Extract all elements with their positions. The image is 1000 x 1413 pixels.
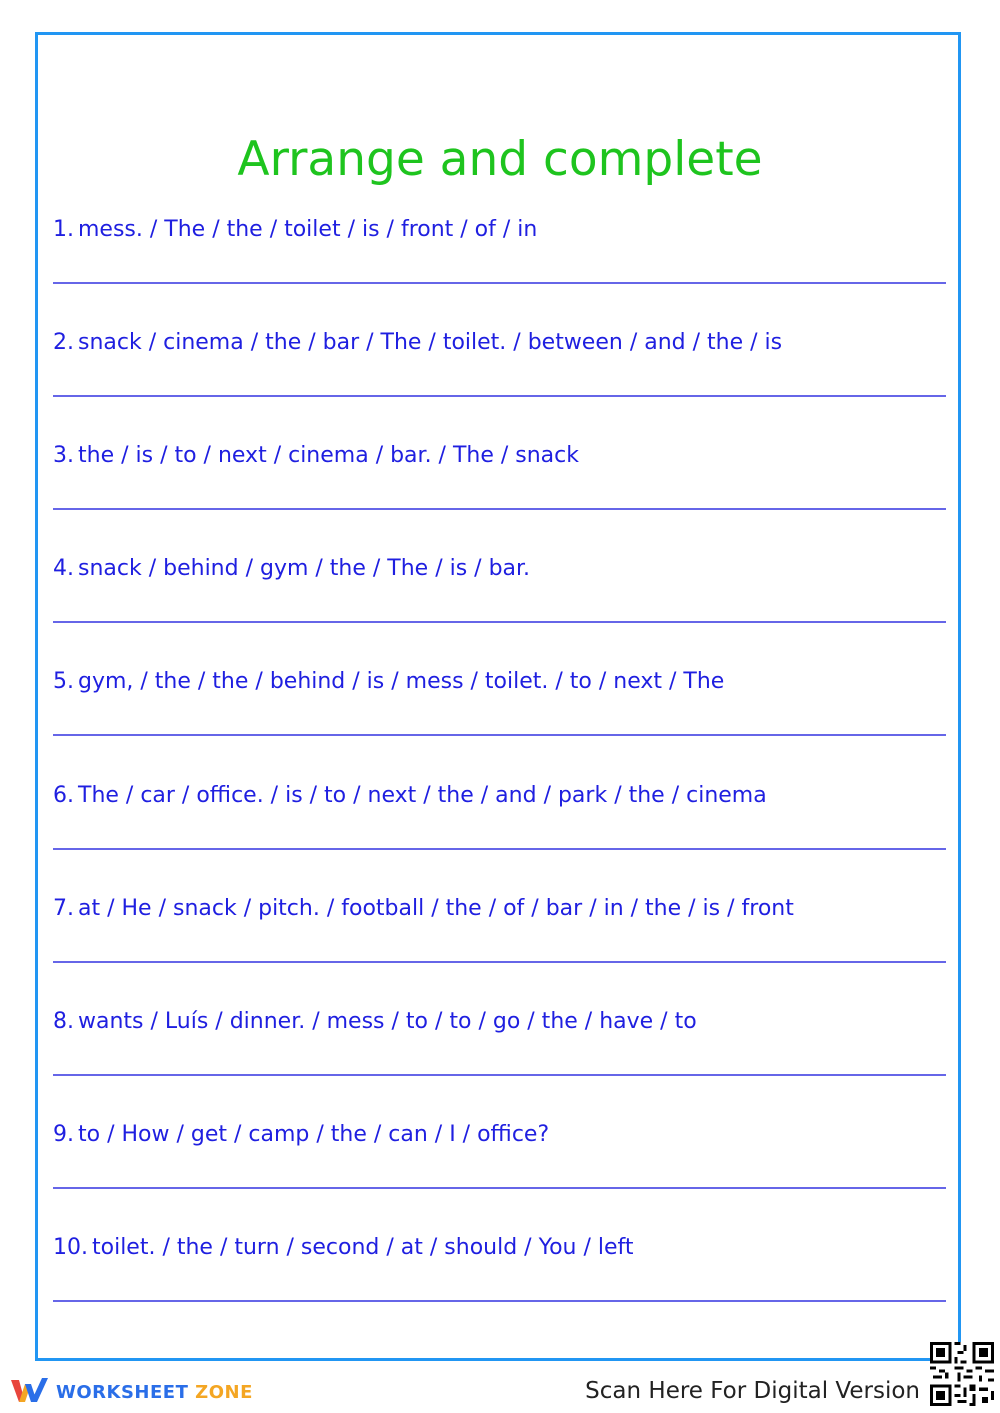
worksheetzone-logo-icon xyxy=(10,1376,50,1408)
question-number: 7. xyxy=(53,896,74,921)
answer-line[interactable] xyxy=(53,734,946,736)
question-words: The / car / office. / is / to / next / the / and / park / the / cinema xyxy=(78,783,767,808)
question-item xyxy=(53,328,946,408)
scan-instruction: Scan Here For Digital Version xyxy=(585,1378,920,1404)
question-words: snack / behind / gym / the / The / is / bar. xyxy=(78,556,531,581)
question-number: 5. xyxy=(53,669,74,694)
question-text xyxy=(53,328,782,358)
question-text xyxy=(53,215,537,245)
question-item xyxy=(53,1120,946,1200)
question-text xyxy=(53,1007,697,1037)
question-words: at / He / snack / pitch. / football / the / of / bar / in / the / is / front xyxy=(78,896,794,921)
question-number: 4. xyxy=(53,556,74,581)
question-text xyxy=(53,1233,634,1263)
question-item xyxy=(53,441,946,521)
question-text xyxy=(53,667,724,697)
answer-line[interactable] xyxy=(53,282,946,284)
question-number: 8. xyxy=(53,1009,74,1034)
question-words: the / is / to / next / cinema / bar. / The / snack xyxy=(78,443,579,468)
qr-code-icon[interactable] xyxy=(930,1342,994,1406)
brand-logo[interactable] xyxy=(10,1375,253,1409)
question-number: 1. xyxy=(53,217,74,242)
question-number: 10. xyxy=(53,1235,88,1260)
question-words: snack / cinema / the / bar / The / toilet. / between / and / the / is xyxy=(78,330,783,355)
question-item xyxy=(53,667,946,747)
answer-line[interactable] xyxy=(53,621,946,623)
brand-suffix: ZONE xyxy=(195,1381,253,1403)
brand-name xyxy=(56,1382,253,1403)
question-words: gym, / the / the / behind / is / mess / toilet. / to / next / The xyxy=(78,669,725,694)
answer-line[interactable] xyxy=(53,1300,946,1302)
question-text xyxy=(53,781,767,811)
question-text xyxy=(53,894,794,924)
question-item xyxy=(53,1007,946,1087)
question-words: wants / Luís / dinner. / mess / to / to / go / the / have / to xyxy=(78,1009,697,1034)
question-number: 3. xyxy=(53,443,74,468)
question-item xyxy=(53,894,946,974)
question-words: toilet. / the / turn / second / at / should / You / left xyxy=(92,1235,634,1260)
question-item xyxy=(53,1233,946,1313)
answer-line[interactable] xyxy=(53,961,946,963)
question-item xyxy=(53,215,946,295)
question-number: 2. xyxy=(53,330,74,355)
question-text xyxy=(53,554,530,584)
question-item xyxy=(53,554,946,634)
question-item xyxy=(53,781,946,861)
question-words: to / How / get / camp / the / can / I / office? xyxy=(78,1122,550,1147)
answer-line[interactable] xyxy=(53,1187,946,1189)
brand-prefix: WORKSHEET xyxy=(56,1381,189,1403)
question-text xyxy=(53,441,579,471)
worksheet-title: Arrange and complete xyxy=(237,132,763,187)
question-number: 9. xyxy=(53,1122,74,1147)
answer-line[interactable] xyxy=(53,1074,946,1076)
question-words: mess. / The / the / toilet / is / front / of / in xyxy=(78,217,538,242)
answer-line[interactable] xyxy=(53,848,946,850)
question-text xyxy=(53,1120,549,1150)
answer-line[interactable] xyxy=(53,395,946,397)
question-number: 6. xyxy=(53,783,74,808)
answer-line[interactable] xyxy=(53,508,946,510)
